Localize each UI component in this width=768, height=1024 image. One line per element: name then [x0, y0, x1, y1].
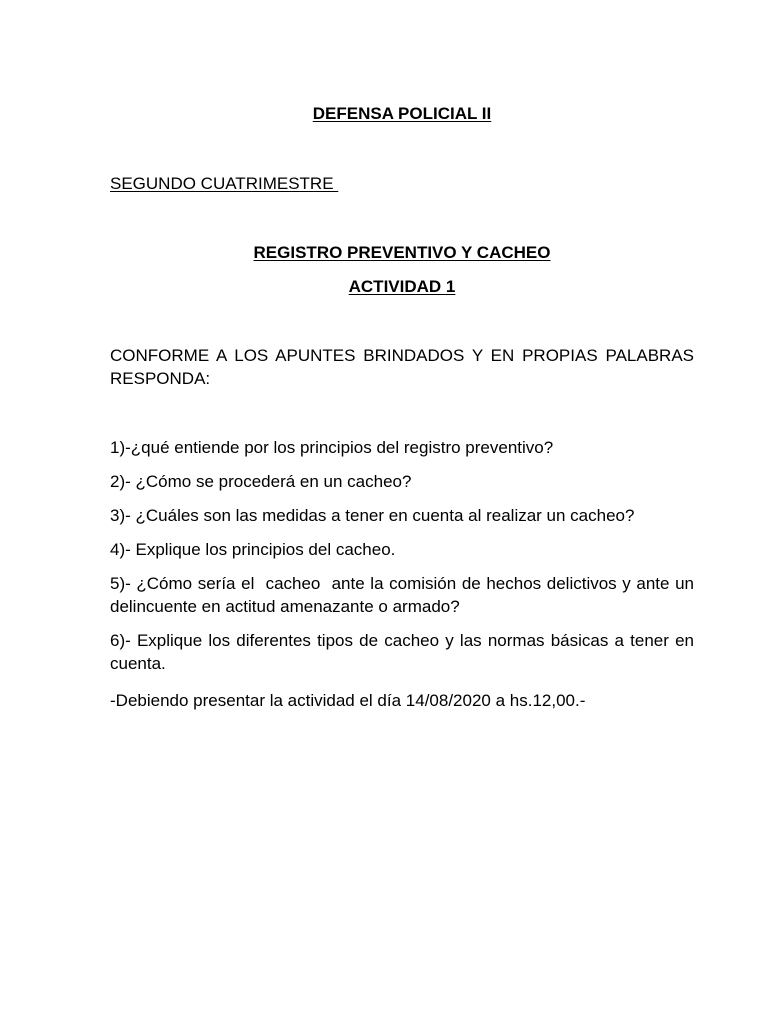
question-item-3: 3)- ¿Cuáles son las medidas a tener en cuenta al realizar un cacheo? — [110, 506, 635, 525]
subject-period — [110, 172, 694, 195]
instruction-paragraph: CONFORME A LOS APUNTES BRINDADOS Y EN PROPIAS PALABRAS RESPONDA: — [110, 346, 694, 388]
topic-heading-text: REGISTRO PREVENTIVO Y CACHEO — [253, 243, 551, 262]
topic-heading — [110, 241, 694, 264]
question-item-2: 2)- ¿Cómo se procederá en un cacheo? — [110, 472, 412, 491]
document-title-text: DEFENSA POLICIAL II — [312, 104, 492, 123]
question-item-6: 6)- Explique los diferentes tipos de cacheo y las normas básicas a tener en cuenta. — [110, 631, 699, 673]
question-list — [110, 436, 699, 686]
question-item-4: 4)- Explique los principios del cacheo. — [110, 540, 396, 559]
question-item-1: 1)-¿qué entiende por los principios del registro preventivo? — [110, 438, 554, 457]
activity-heading-text: ACTIVIDAD 1 — [348, 277, 456, 296]
deadline-note: -Debiendo presentar la actividad el día 14/08/2020 a hs.12,00.- — [110, 691, 586, 710]
document-title — [110, 102, 694, 125]
activity-heading — [110, 275, 694, 298]
subject-period-text: SEGUNDO CUATRIMESTRE — [110, 174, 339, 193]
question-item-5: 5)- ¿Cómo sería el cacheo ante la comisión de hechos delictivos y ante un delincuente en actitud amenazante o armado? — [110, 574, 699, 616]
